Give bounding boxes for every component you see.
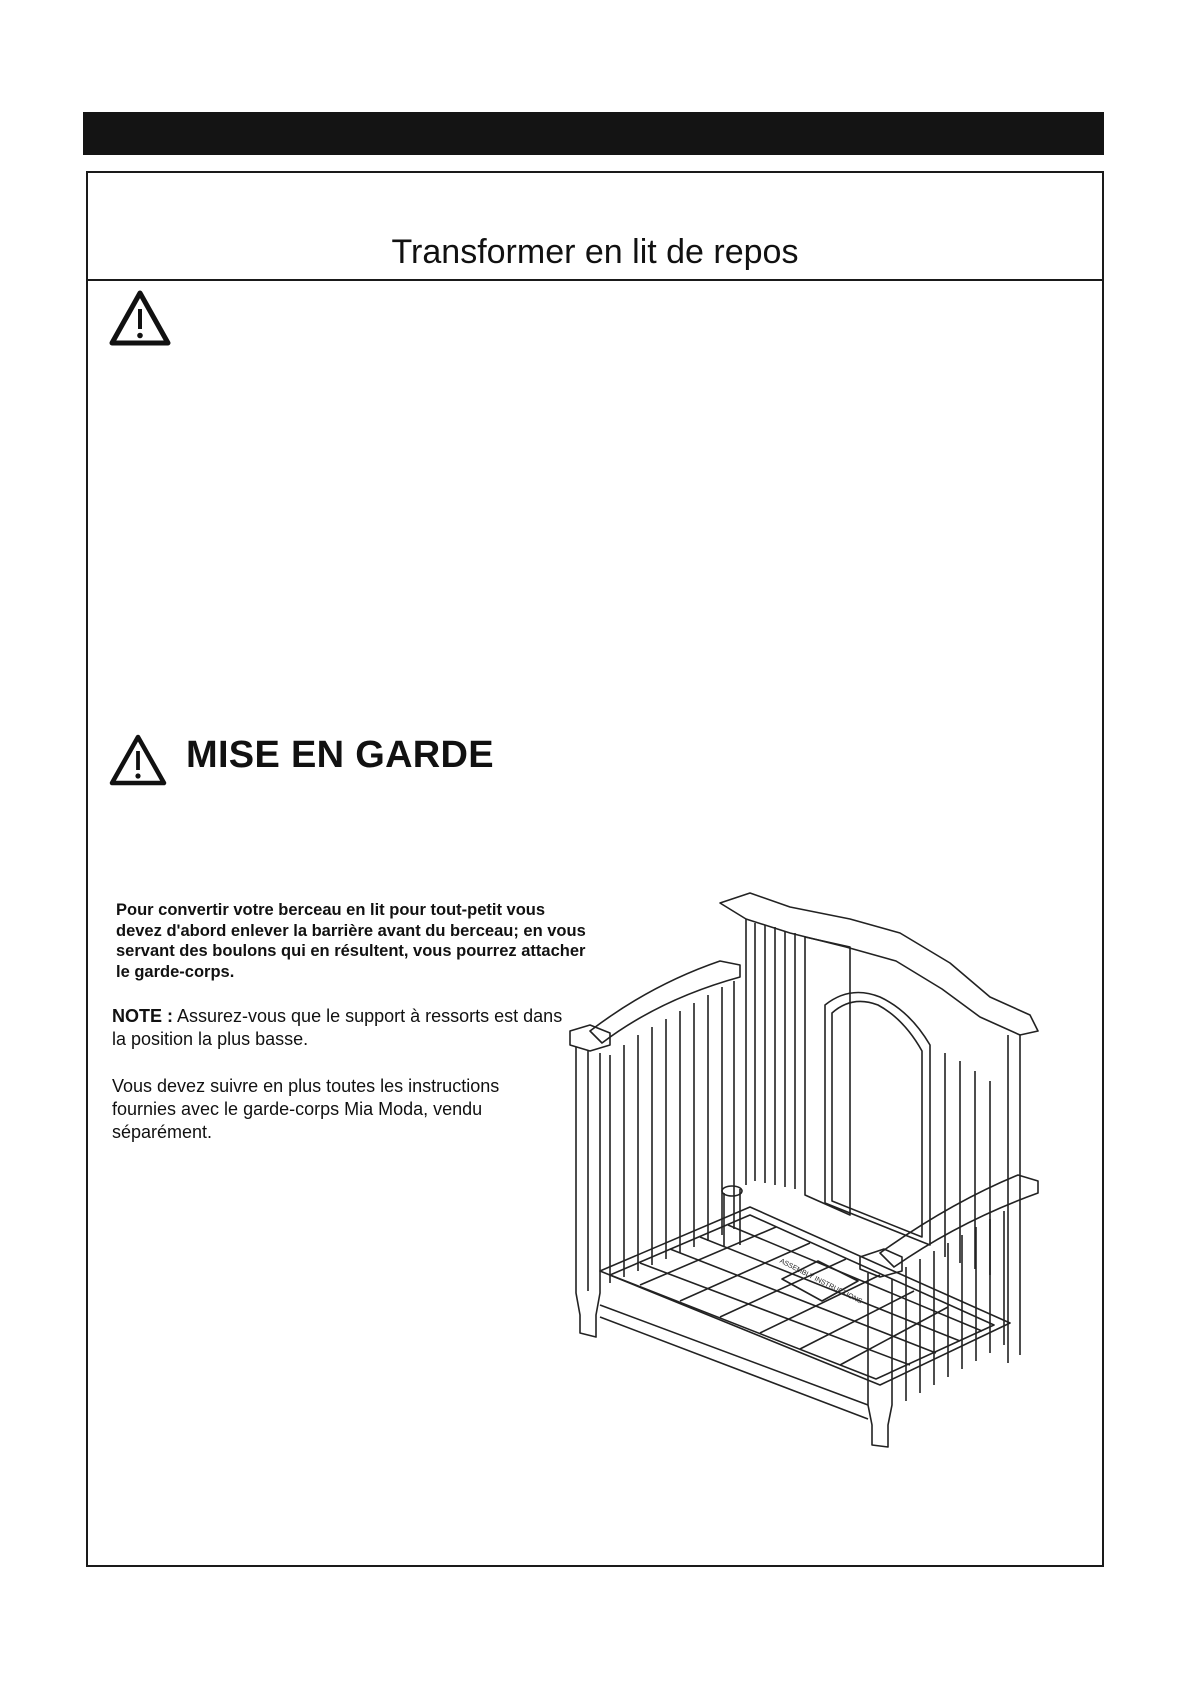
page-title: Transformer en lit de repos [391,233,799,271]
warning-triangle-icon [108,289,172,347]
additional-instructions: Vous devez suivre en plus toutes les instructions fournies avec le garde-corps Mia Moda, vendu séparément. [112,1076,500,1142]
note-text: Assurez-vous que le support à ressorts est dans la position la plus basse. [112,1006,563,1049]
warning-heading: MISE EN GARDE [186,734,494,776]
content-frame [86,171,1104,1567]
warning-triangle-icon [108,733,168,787]
booklet-label: ASSEMBLY INSTRUCTIONS [778,1257,864,1306]
note-paragraph [112,1005,572,1051]
note-label: NOTE : [112,1006,173,1026]
conversion-instructions: Pour convertir votre berceau en lit pour tout-petit vous devez d'abord enlever la barrière avant du berceau; en vous servant des boulons qui en résultent, vous pourrez attacher le garde-corps. [116,901,586,981]
daybed-illustration [550,885,1090,1465]
header-bar [83,112,1104,155]
title-row [88,173,1102,281]
